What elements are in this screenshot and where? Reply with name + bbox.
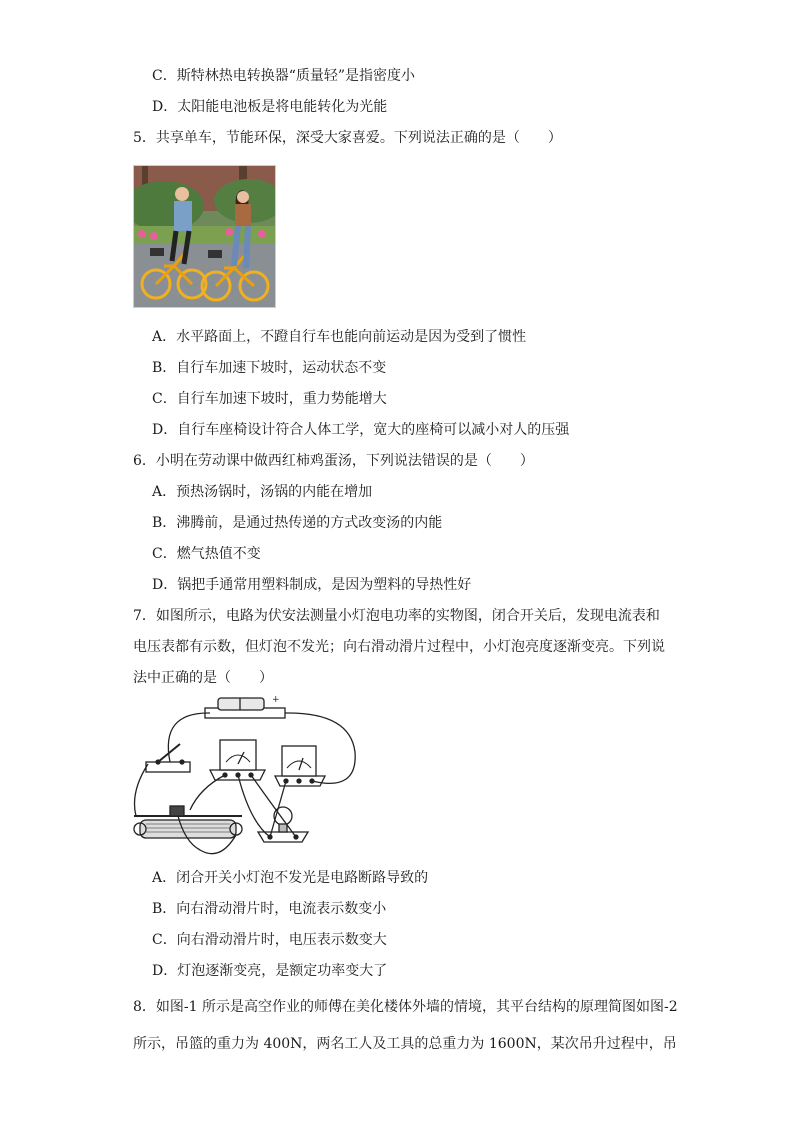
q6-option-b: B．沸腾前，是通过热传递的方式改变汤的内能 — [152, 515, 443, 531]
q6-option-a: A．预热汤锅时，汤锅的内能在增加 — [152, 484, 373, 500]
q7-stem-line-3: 法中正确的是（ ） — [133, 670, 273, 686]
q7-option-c: C．向右滑动滑片时，电压表示数变大 — [152, 932, 387, 948]
q6-option-c: C．燃气热值不变 — [152, 546, 261, 562]
q6-stem: 6．小明在劳动课中做西红柿鸡蛋汤，下列说法错误的是（ ） — [133, 453, 534, 469]
q7-stem-line-1: 7．如图所示，电路为伏安法测量小灯泡电功率的实物图，闭合开关后，发现电流表和 — [133, 608, 660, 624]
q7-option-a: A．闭合开关小灯泡不发光是电路断路导致的 — [152, 870, 429, 886]
svg-text:+: + — [272, 695, 280, 705]
q7-option-b: B．向右滑动滑片时，电流表示数变小 — [152, 901, 387, 917]
q5-option-b: B．自行车加速下坡时，运动状态不变 — [152, 360, 387, 376]
q4-option-d: D．太阳能电池板是将电能转化为光能 — [152, 99, 388, 115]
q7-stem-line-2: 电压表都有示数，但灯泡不发光；向右滑动滑片过程中，小灯泡亮度逐渐变亮。下列说 — [133, 639, 665, 655]
circuit-diagram — [130, 692, 370, 860]
q5-option-d: D．自行车座椅设计符合人体工学，宽大的座椅可以减小对人的压强 — [152, 422, 570, 438]
q8-stem-line-1: 8．如图-1 所示是高空作业的师傅在美化楼体外墙的情境，其平台结构的原理简图如图-2 — [133, 999, 678, 1015]
bicycle-photo — [133, 165, 276, 308]
q4-option-c: C．斯特林热电转换器“质量轻”是指密度小 — [152, 68, 416, 84]
q6-option-d: D．锅把手通常用塑料制成，是因为塑料的导热性好 — [152, 577, 472, 593]
q7-option-d: D．灯泡逐渐变亮，是额定功率变大了 — [152, 963, 388, 979]
q8-stem-line-2: 所示，吊篮的重力为 400N，两名工人及工具的总重力为 1600N，某次吊升过程中，吊 — [133, 1036, 677, 1052]
q5-stem: 5．共享单车，节能环保，深受大家喜爱。下列说法正确的是（ ） — [133, 130, 562, 146]
q5-option-c: C．自行车加速下坡时，重力势能增大 — [152, 391, 387, 407]
q5-option-a: A．水平路面上，不蹬自行车也能向前运动是因为受到了惯性 — [152, 329, 527, 345]
